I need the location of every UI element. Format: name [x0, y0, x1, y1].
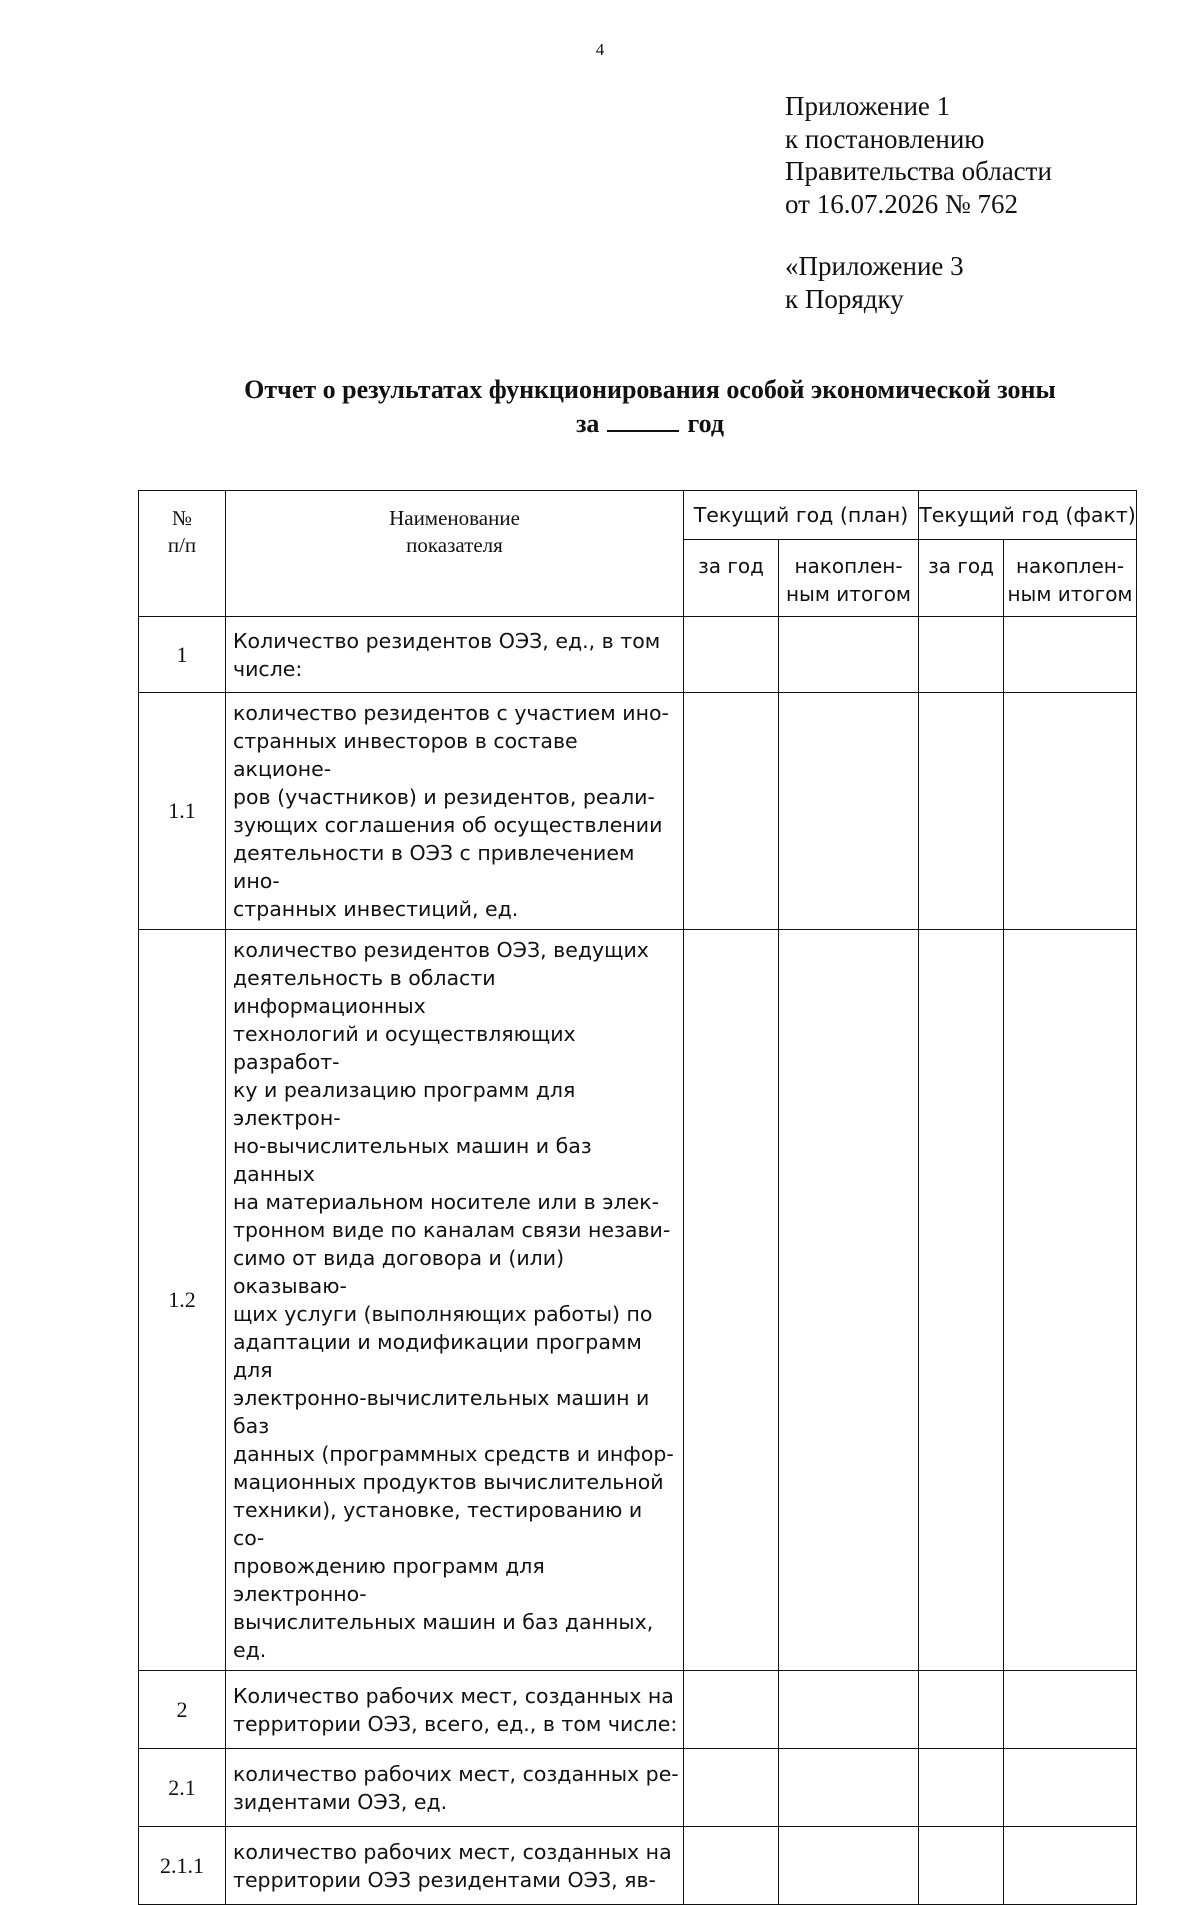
header-fact-group: Текущий год (факт)	[919, 491, 1137, 540]
table-row	[139, 930, 1137, 1671]
fact-cumulative-cell[interactable]	[1004, 1827, 1137, 1905]
fact-cumulative-cell[interactable]	[1004, 1749, 1137, 1827]
row-number: 2.1.1	[139, 1827, 226, 1905]
fact-per-year-cell[interactable]	[919, 1827, 1004, 1905]
report-title-suffix: год	[687, 409, 724, 438]
table-row	[139, 1749, 1137, 1827]
header-fact-per-year: за год	[919, 540, 1004, 617]
header-plan-cumulative: накоплен- ным итогом	[779, 540, 919, 617]
header-name: Наименование показателя	[226, 491, 684, 617]
row-number: 1.1	[139, 693, 226, 930]
fact-per-year-cell[interactable]	[919, 1671, 1004, 1749]
plan-cumulative-cell[interactable]	[779, 693, 919, 930]
row-number: 2	[139, 1671, 226, 1749]
fact-cumulative-cell[interactable]	[1004, 930, 1137, 1671]
plan-cumulative-cell[interactable]	[779, 1671, 919, 1749]
row-number: 1.2	[139, 930, 226, 1671]
plan-per-year-cell[interactable]	[684, 930, 779, 1671]
indicator-name: Количество рабочих мест, созданных на территории ОЭЗ, всего, ед., в том числе:	[226, 1671, 684, 1749]
report-title	[140, 373, 1160, 441]
inner-appendix-line: к Порядку	[785, 283, 904, 314]
report-title-line1: Отчет о результатах функционирования особой экономической зоны	[244, 375, 1056, 404]
plan-per-year-cell[interactable]	[684, 1749, 779, 1827]
appendix-line: к постановлению	[785, 123, 985, 154]
fact-per-year-cell[interactable]	[919, 693, 1004, 930]
report-table	[138, 490, 1137, 1905]
row-number: 1	[139, 617, 226, 693]
appendix-line: Приложение 1	[785, 91, 951, 121]
plan-cumulative-cell[interactable]	[779, 617, 919, 693]
plan-cumulative-cell[interactable]	[779, 1827, 919, 1905]
page-number: 4	[595, 40, 605, 59]
plan-per-year-cell[interactable]	[684, 1671, 779, 1749]
appendix-gap	[785, 220, 1052, 250]
report-title-line2	[140, 407, 1160, 441]
report-title-prefix: за	[575, 409, 600, 438]
fact-cumulative-cell[interactable]	[1004, 693, 1137, 930]
header-num: № п/п	[139, 491, 226, 617]
appendix-line: Правительства области	[785, 156, 1052, 186]
plan-per-year-cell[interactable]	[684, 693, 779, 930]
row-number: 2.1	[139, 1749, 226, 1827]
plan-cumulative-cell[interactable]	[779, 1749, 919, 1827]
inner-appendix-line: «Приложение 3	[785, 251, 964, 281]
fact-cumulative-cell[interactable]	[1004, 617, 1137, 693]
appendix-block	[785, 90, 1052, 315]
header-plan-group: Текущий год (план)	[684, 491, 919, 540]
header-fact-cumulative: накоплен- ным итогом	[1004, 540, 1137, 617]
table-row	[139, 693, 1137, 930]
indicator-name: количество резидентов ОЭЗ, ведущих деятельность в области информационных технологий и осуществляющих разработ- ку и реализацию программ для электрон- но-вычислительных машин и баз данных на материальном носителе или в элек- тронном виде по каналам связи незави- симо от вида договора и (или) оказываю- щих услуги (выполняющих работы) по адаптации и модификации программ для электронно-вычислительных машин и баз данных (программных средств и инфор- мационных продуктов вычислительной техники), установке, тестированию и со- провождению программ для электронно- вычислительных машин и баз данных, ед.	[226, 930, 684, 1671]
header-plan-per-year: за год	[684, 540, 779, 617]
fact-per-year-cell[interactable]	[919, 1749, 1004, 1827]
indicator-name: количество рабочих мест, созданных ре- зидентами ОЭЗ, ед.	[226, 1749, 684, 1827]
indicator-name: Количество резидентов ОЭЗ, ед., в том числе:	[226, 617, 684, 693]
fact-per-year-cell[interactable]	[919, 930, 1004, 1671]
table-row	[139, 1827, 1137, 1905]
indicator-name: количество рабочих мест, созданных на территории ОЭЗ резидентами ОЭЗ, яв-	[226, 1827, 684, 1905]
plan-per-year-cell[interactable]	[684, 617, 779, 693]
plan-cumulative-cell[interactable]	[779, 930, 919, 1671]
plan-per-year-cell[interactable]	[684, 1827, 779, 1905]
year-blank-field	[607, 408, 679, 432]
indicator-name: количество резидентов с участием ино- странных инвесторов в составе акционе- ров (участников) и резидентов, реали- зующих соглашения об осуществлении деятельности в ОЭЗ с привлечением ино- странных инвестиций, ед.	[226, 693, 684, 930]
table-row	[139, 617, 1137, 693]
fact-cumulative-cell[interactable]	[1004, 1671, 1137, 1749]
fact-per-year-cell[interactable]	[919, 617, 1004, 693]
appendix-line: от 16.07.2026 № 762	[785, 188, 1018, 219]
table-row	[139, 1671, 1137, 1749]
